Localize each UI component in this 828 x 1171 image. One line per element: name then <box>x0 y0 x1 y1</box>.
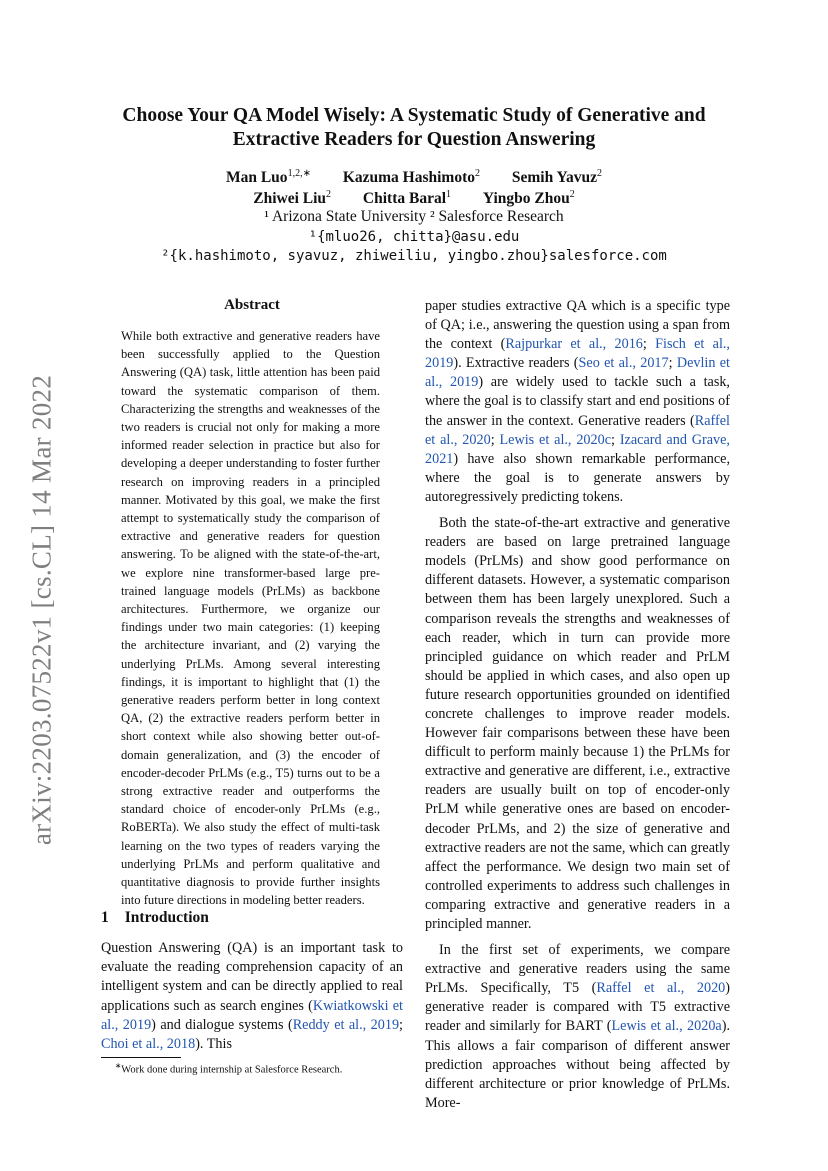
citation-link[interactable]: Raffel et al., 2020 <box>596 980 726 997</box>
footnote: ∗Work done during internship at Salesforce Research. <box>115 1061 343 1076</box>
citation-link[interactable]: Izacard and Grave, 2021 <box>425 431 730 467</box>
citation-link[interactable]: Choi et al., 2018 <box>101 1036 196 1053</box>
author: Kazuma Hashimoto$^2$ <box>342 168 481 187</box>
citation-link[interactable]: Lewis et al., 2020c <box>499 431 612 448</box>
citation-link[interactable]: Devlin et al., 2019 <box>425 355 730 391</box>
title-line-1: Choose Your QA Model Wisely: A Systematic Study of Generative and <box>122 105 706 126</box>
email-line-2: ²{k.hashimoto, syavuz, zhiweiliu, yingbo.zhou}salesforce.com <box>161 248 667 264</box>
author-row-2 <box>80 189 748 208</box>
author: Man Luo$^{1,2,∗}$ <box>225 168 311 187</box>
citation-link[interactable]: Kwiatkowski et al., 2019 <box>101 997 403 1033</box>
paragraph: In the first set of experiments, we compare extractive and generative readers using the same PrLMs. Specifically, T5 (Raffel et al., 2020) generative reader is compared with T5 extractive reader and similarly for BART (Lewis et al., 2020a). This allows a fair comparison of different answer prediction approaches without being affected by different architecture or prior knowledge of PrLMs. More- <box>425 942 731 1111</box>
arxiv-side-label: arXiv:2203.07522v1 [cs.CL] 14 Mar 2022 <box>26 374 57 846</box>
right-column <box>425 297 730 1113</box>
citation-link[interactable]: Fisch et al., 2019 <box>425 336 730 372</box>
abstract-body: While both extractive and generative readers have been successfully applied to the Question Answering (QA) task, little attention has been paid toward the systematic comparison of them. Characterizing the strengths and weaknesses of the two readers is crucial not only for making a more informed reader selection in practice but also for developing a deeper understanding to foster further research on improving readers in a principled manner. Motivated by this goal, we make the first attempt to systematically study the comparison of extractive and generative readers for question answering. To be aligned with the state-of-the-art, we explore nine transformer-based large pre-trained language models (PrLMs) as backbone architectures. Furthermore, we organize our findings under two main categories: (1) keeping the architecture invariant, and (2) varying the underlying PrLMs. Among several interesting findings, it is important to highlight that (1) the generative readers perform better in long context QA, (2) the extractive readers perform better in short context while also showing better out-of-domain generalization, and (3) the encoder of encoder-decoder PrLMs (e.g., T5) turns out to be a strong extractive reader and outperforms the standard choice of encoder-only PrLMs (e.g., RoBERTa). We also study the effect of multi-task learning on the two types of readers varying the underlying PrLMs and perform qualitative and quantitative diagnosis to provide further insights into future directions in modeling better readers. <box>121 329 380 908</box>
section-number: 1 <box>101 909 109 926</box>
citation-link[interactable]: Seo et al., 2017 <box>578 355 669 372</box>
title-line-2: Extractive Readers for Question Answering <box>232 129 596 150</box>
abstract-heading: Abstract <box>224 297 280 313</box>
citation-link[interactable]: Raffel et al., 2020 <box>425 412 730 448</box>
section-title: Introduction <box>124 909 209 926</box>
paragraph: paper studies extractive QA which is a specific type of QA; i.e., answering the question using a span from the context (Rajpurkar et al., 2016; Fisch et al., 2019). Extractive readers (Seo et al., 2017; Devlin et al., 2019) are widely used to tackle such a task, where the goal is to classify start and end positions of the answer in the context. Generative readers (Raffel et al., 2020; Lewis et al., 2020c; Izacard and Grave, 2021) have also shown remarkable performance, where the goal is to generate answers by autoregressively predicting tokens. <box>425 298 730 505</box>
email-line-1: ¹{mluo26, chitta}@asu.edu <box>308 229 520 245</box>
footnote-rule <box>101 1057 181 1058</box>
citation-link[interactable]: Rajpurkar et al., 2016 <box>505 336 643 353</box>
section-heading <box>101 909 209 927</box>
paper-title <box>80 104 748 152</box>
intro-paragraph: Question Answering (QA) is an important task to evaluate the reading comprehension capacity of an intelligent system and can be directly applied to real applications such as search engines (Kwiatkowski et al., 2019) and dialogue systems (Reddy et al., 2019; Choi et al., 2018). This <box>101 940 403 1053</box>
author: Semih Yavuz$^2$ <box>511 168 603 187</box>
author: Chitta Baral$^1$ <box>362 189 451 208</box>
citation-link[interactable]: Reddy et al., 2019 <box>292 1016 400 1033</box>
affiliations: ¹ Arizona State University ² Salesforce Research <box>264 208 564 225</box>
author: Zhiwei Liu$^2$ <box>253 189 332 208</box>
author-row-1 <box>80 168 748 187</box>
citation-link[interactable]: Lewis et al., 2020a <box>611 1018 722 1035</box>
author: Yingbo Zhou$^2$ <box>482 189 575 208</box>
paragraph: Both the state-of-the-art extractive and generative readers are based on large pretrained language models (PrLMs) and show good performance on different datasets. However, a systematic comparison between them has been largely unexplored. Such a comparison reveals the strengths and weaknesses of each reader, which in turn can provide more principled guidance on which reader and PrLM should be applied in which cases, and also open up future research opportunities grounded on identified concrete challenges to improve reader models. However fair comparisons between these have been difficult to perform mainly because 1) the PrLMs for extractive and generative are different, i.e., extractive readers are usually built on top of encoder-only PrLM while generative ones are based on encoder-decoder PrLMs, and 2) the size of generative and extractive readers are not the same, which can greatly affect the performance. We design two main set of controlled experiments to address such challenges in comparing extractive and generative readers in a principled manner. <box>425 515 730 932</box>
